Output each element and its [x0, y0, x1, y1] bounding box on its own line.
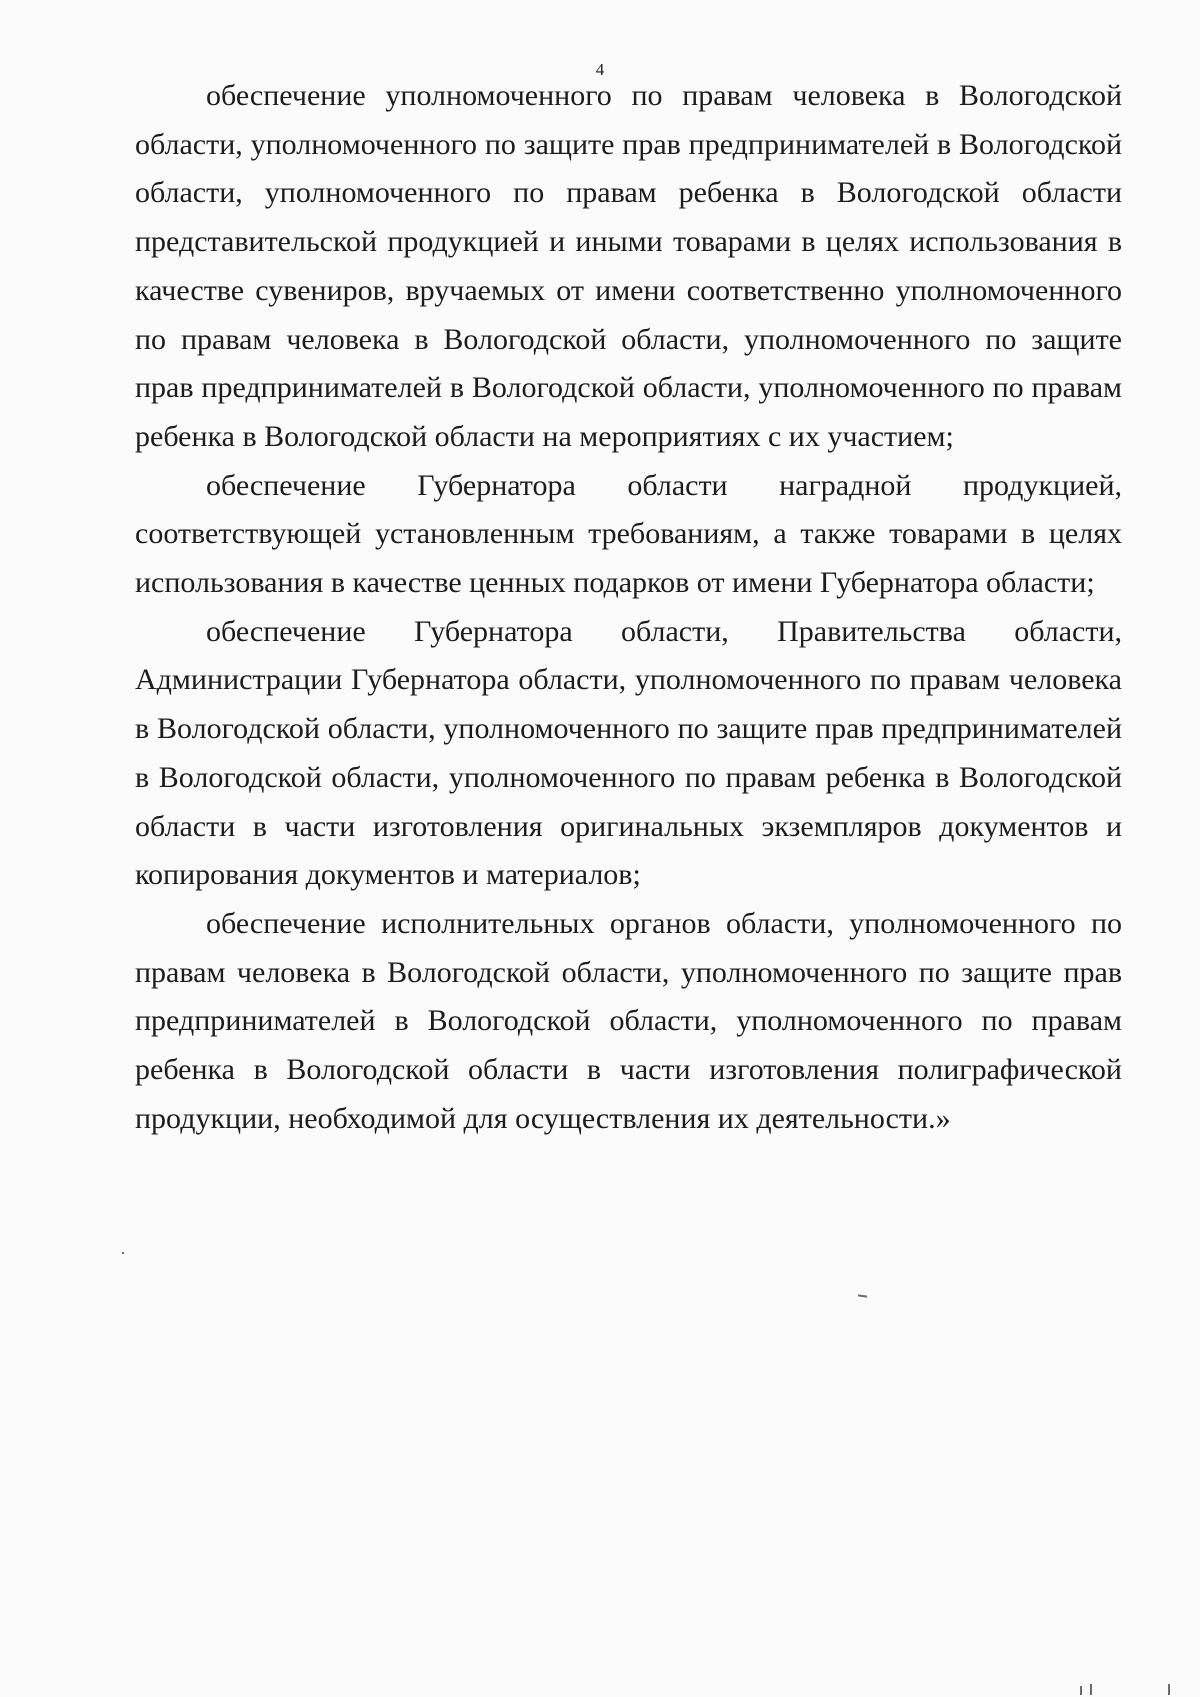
- paragraph-awards: обеспечение Губернатора области наградной продукцией, соответствующей установленным требованиям, а также товарами в целях использования в качестве ценных подарков от имени Губернатора области;: [135, 468, 1122, 600]
- scan-speck: [1090, 1684, 1092, 1695]
- scan-speck: [122, 1252, 124, 1254]
- paragraph-printing: обеспечение исполнительных органов области, уполномоченного по правам человека в Вологодской области, уполномоченного по защите прав предпринимателей в Вологодской области, уполномоченного по правам ребенка в Вологодской области в части изготовления полиграфической продукции, необходимой для осуществления их деятельности.»: [135, 906, 1122, 1135]
- paragraph-souvenirs: обеспечение уполномоченного по правам человека в Вологодской области, уполномоченного по защите прав предпринимателей в Вологодской области, уполномоченного по правам ребенка в Вологодской области представительской продукцией и иными товарами в целях использования в качестве сувениров, вручаемых от имени соответственно уполномоченного по правам человека в Вологодской области, уполномоченного по защите прав предпринимателей в Вологодской области, уполномоченного по правам ребенка в Вологодской области на мероприятиях с их участием;: [135, 79, 1122, 453]
- scan-speck: [1080, 1686, 1082, 1695]
- paragraph-documents: обеспечение Губернатора области, Правительства области, Администрации Губернатора области, уполномоченного по правам человека в Вологодской области, уполномоченного по защите прав предпринимателей в Вологодской области, уполномоченного по правам ребенка в Вологодской области в части изготовления оригинальных экземпляров документов и копирования документов и материалов;: [135, 614, 1122, 892]
- document-body: [135, 72, 1122, 1143]
- scan-speck: [858, 1294, 867, 1297]
- page-number: 4: [595, 60, 605, 79]
- scan-speck: [1168, 1684, 1170, 1695]
